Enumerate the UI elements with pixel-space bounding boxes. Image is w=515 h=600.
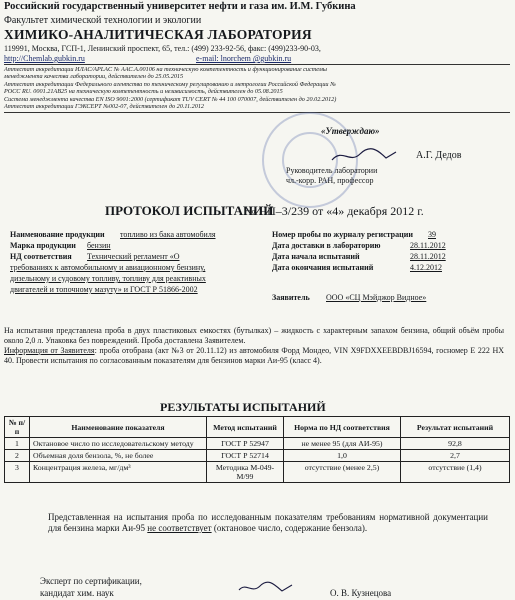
- col-indicator-header: Наименование показателя: [30, 417, 207, 438]
- protocol-title: ПРОТОКОЛ ИСПЫТАНИЙ: [105, 203, 274, 218]
- nd-line-2: требованиях к автомобильному и авиационному бензину,: [10, 263, 206, 272]
- conclusion-part-2: (октановое число, содержание бензола).: [211, 523, 368, 533]
- row-indicator: Объемная доля бензола, %, не более: [30, 450, 207, 462]
- faculty-name: Факультет химической технологии и экологии: [4, 15, 202, 26]
- col-method-header: Метод испытаний: [207, 417, 284, 438]
- brand-label: Марка продукции: [10, 241, 76, 250]
- product-value: топливо из бака автомобиля: [120, 230, 216, 239]
- director-position-2: чл.-корр. РАН, профессор: [286, 176, 374, 185]
- end-date-label: Дата окончания испытаний: [272, 263, 374, 272]
- nd-label: НД соответствия: [10, 252, 72, 261]
- accreditation-line-5: Система менеджмента качества EN ISO 9001:2000 (сертификат TUV CERT № 44 100 070007, действителен до 20.02.2012): [4, 96, 337, 103]
- delivery-date-label: Дата доставки в лабораторию: [272, 241, 381, 250]
- row-result: 2,7: [401, 450, 510, 462]
- end-date-value: 4.12.2012: [410, 263, 442, 272]
- applicant-info-label: Информация от Заявителя: [4, 346, 95, 355]
- row-method: Методика М-049-М/99: [207, 462, 284, 483]
- applicant-label: Заявитель: [272, 293, 310, 302]
- row-norm: не менее 95 (для АИ-95): [284, 438, 401, 450]
- nd-line-3: дизельному и судовому топливу, топливу для реактивных: [10, 274, 206, 283]
- handwritten-signature-director: [330, 146, 400, 166]
- row-number: 2: [5, 450, 30, 462]
- nd-line-4: двигателей и топочному мазуту» и ГОСТ Р 51866-2002: [10, 285, 198, 294]
- conclusion-emphasis: не соответствует: [147, 523, 212, 533]
- approval-label: «Утверждаю»: [321, 126, 380, 136]
- applicant-info-text: : проба отобрана (акт №3 от 20.11.12) из автомобиля Форд Мондео, VIN X9FDXXEEBDBJ16594, госномер Е 222 НХ 40. Провести испытания по согласованным показателям для бензинов марки Аи-95 (класс 4).: [4, 346, 505, 365]
- row-result: отсутствие (1,4): [401, 462, 510, 483]
- delivery-date-value: 28.11.2012: [410, 241, 446, 250]
- expert-title-2: кандидат хим. наук: [40, 588, 114, 598]
- handwritten-signature-expert: [236, 578, 296, 596]
- results-table: [4, 416, 510, 483]
- accreditation-divider: [4, 112, 510, 113]
- conclusion-part-1: Представленная на испытания проба по исследованным показателям требованиям нормативной документации для бензина марки Аи-95: [48, 512, 488, 533]
- table-row: [5, 462, 510, 483]
- accreditation-line-1: Аттестат аккредитации ИЛАС/APLAC № ААС.А.00106 на техническую компетентность и функционирование системы: [4, 66, 327, 73]
- accreditation-line-6: Аттестат аккредитации ГЭКСЕРТ №002-07, действителен до 20.11.2012: [4, 103, 205, 110]
- row-indicator: Октановое число по исследовательскому методу: [30, 438, 207, 450]
- accreditation-line-2: менеджмента качества лаборатории, действителен до 25.05.2015: [4, 73, 184, 80]
- registration-value: 39: [428, 230, 436, 239]
- row-indicator: Концентрация железа, мг/дм³: [30, 462, 207, 483]
- lab-name: ХИМИКО-АНАЛИТИЧЕСКАЯ ЛАБОРАТОРИЯ: [4, 27, 312, 42]
- table-row: [5, 450, 510, 462]
- start-date-value: 28.11.2012: [410, 252, 446, 261]
- applicant-info: [4, 346, 504, 365]
- registration-label: Номер пробы по журналу регистрации: [272, 230, 413, 239]
- lab-website-link[interactable]: http://Chemlab.gubkin.ru: [4, 54, 85, 63]
- applicant-value: ООО «СЦ Мэйджор Видное»: [326, 293, 427, 302]
- row-result: 92,8: [401, 438, 510, 450]
- director-name: А.Г. Дедов: [416, 150, 462, 161]
- director-position-1: Руководитель лаборатории: [286, 166, 378, 175]
- start-date-label: Дата начала испытаний: [272, 252, 360, 261]
- expert-name: О. В. Кузнецова: [330, 588, 392, 598]
- col-number-header: № п/п: [5, 417, 30, 438]
- row-number: 1: [5, 438, 30, 450]
- accreditation-line-4: РОСС RU. 0001.21АВ25 на техническую компетентность и независимость, действителен до 05.08.2015: [4, 88, 283, 95]
- product-label: Наименование продукции: [10, 230, 105, 239]
- nd-line-1: Технический регламент «О: [87, 252, 180, 261]
- row-norm: отсутствие (менее 2,5): [284, 462, 401, 483]
- row-norm: 1,0: [284, 450, 401, 462]
- brand-value: бензин: [87, 241, 111, 250]
- expert-title-1: Эксперт по сертификации,: [40, 576, 142, 586]
- row-method: ГОСТ Р 52947: [207, 438, 284, 450]
- protocol-number: № НП–3/239 от «4» декабря 2012 г.: [244, 204, 424, 218]
- results-title: РЕЗУЛЬТАТЫ ИСПЫТАНИЙ: [160, 400, 326, 414]
- header-divider: [4, 64, 510, 65]
- university-name: Российский государственный университет нефти и газа им. И.М. Губкина: [4, 1, 356, 12]
- conclusion: [48, 512, 488, 534]
- row-method: ГОСТ Р 52714: [207, 450, 284, 462]
- table-row: [5, 438, 510, 450]
- col-result-header: Результат испытаний: [401, 417, 510, 438]
- accreditation-line-3: Аттестат аккредитации Федерального агентства по техническому регулированию и метрологии Российской Федерации №: [4, 81, 336, 88]
- row-number: 3: [5, 462, 30, 483]
- results-header-row: [5, 417, 510, 438]
- col-norm-header: Норма по НД соответствия: [284, 417, 401, 438]
- lab-email-link[interactable]: e-mail: lnorchem @gubkin.ru: [196, 54, 292, 63]
- lab-address: 119991, Москва, ГСП-1, Ленинский проспект, 65, тел.: (499) 233-92-56, факс: (499)233-90-03,: [4, 44, 321, 53]
- sample-description: На испытания представлена проба в двух пластиковых емкостях (бутылках) – жидкость с характерным запахом бензина, общий объём пробы около 2,0 л. Упаковка без повреждений. Проба доставлена Заявителем.: [4, 326, 504, 345]
